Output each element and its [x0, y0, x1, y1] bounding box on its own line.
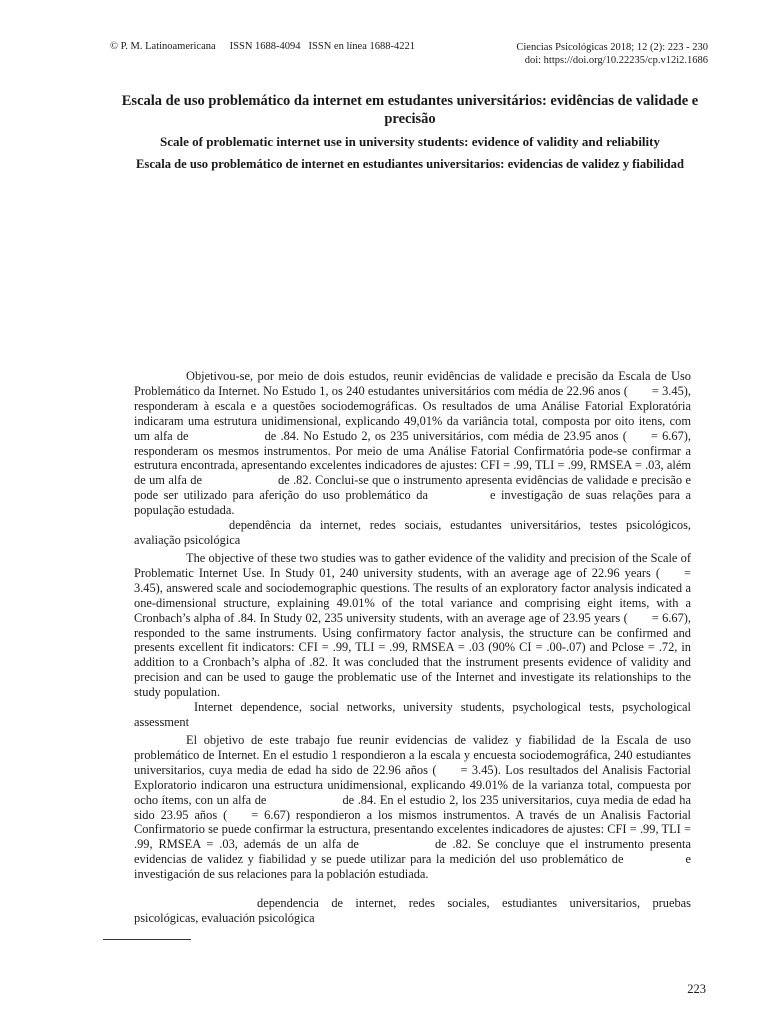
abstract-spanish: El objetivo de este trabajo fue reunir evidencias de validez y fiabilidad de la Escala de uso problemático de Internet. En el estudio 1 respondieron a la escala y encuesta sociodemográfica, 240 estudiantes universitarios, cuya media de edad ha sido de 22.96 años ( = 3.45). Los resultados del Analisis Factorial Exploratorio indicaron una estructura unidimensional, explicando 49.01% de la varianza total, compuesta por ocho ítems, con un alfa de de .84. En el estudio 2, los 235 universitarios, cuya media de edad ha sido 23.95 años ( = 6.67) respondieron a los mismos instrumentos. A través de un Analisis Factorial Confirmatorio se puede confirmar la estructura, presentando excelentes indicadores de ajustes: CFI = .99, TLI = .99, RMSEA = .03, además de un alfa de de .82. Se concluye que el instrumento presenta evidencias de validez y fiabilidad y se puede utilizar para la medición del uso problemático de e investigación de sus relaciones para la población estudiada. [134, 733, 691, 882]
abstract-english: The objective of these two studies was to gather evidence of the validity and precision of the Scale of Problematic Internet Use. In Study 01, 240 university students, with an average age of 22.96 years ( = 3.45), answered scale and sociodemographic questions. The results of an exploratory factor analysis indicated a one-dimensional structure, explaining 49.01% of the total variance and comprising eight items, with a Cronbach’s alpha of .84. In Study 02, 235 university students, with an average age of 23.95 years ( = 6.67), responded to the same instruments. Using confirmatory factor analysis, the structure can be confirmed and presents excellent fit indicators: CFI = .99, TLI = .99, RMSEA = .03 (90% CI = .00-.07) and Pclose = .72, in addition to a Cronbach’s alpha of .82. It was concluded that the instrument presents evidence of validity and precision and can be used to gauge the problematic use of the Internet and investigate its relationships to the study population. [134, 551, 691, 700]
issn-online: ISSN en línea 1688-4221 [308, 41, 415, 52]
keywords-portuguese: dependência da internet, redes sociais, estudantes universitários, testes psicológicos, avaliação psicológica [134, 518, 691, 547]
journal-header-left [110, 41, 415, 52]
keywords-english: Internet dependence, social networks, university students, psychological tests, psychological assessment [134, 700, 691, 729]
keywords-spanish: dependencia de internet, redes sociales, estudiantes universitarios, pruebas psicológicas, evaluación psicológica [134, 896, 691, 925]
journal-header-right [516, 41, 708, 67]
title-english: Scale of problematic internet use in university students: evidence of validity and reliability [159, 134, 660, 149]
citation: Ciencias Psicológicas 2018; 12 (2): 223 - 230 [516, 42, 708, 53]
abstract-portuguese: Objetivou-se, por meio de dois estudos, reunir evidências de validade e precisão da Escala de Uso Problemático da Internet. No Estudo 1, os 240 estudantes universitários com média de 22.96 anos ( = 3.45), responderam à escala e a questões sociodemográficas. Os resultados de uma Análise Fatorial Exploratória indicaram uma estrutura unidimensional, explicando 49,01% da variância total, composta por oito itens, com um alfa de de .84. No Estudo 2, os 235 universitários, com média de 23.95 anos ( = 6.67), responderam os mesmos instrumentos. Por meio de uma Análise Fatorial Confirmatória pode-se confirmar a estrutura encontrada, apresentando excelentes indicadores de ajustes: CFI = .99, TLI = .99, RMSEA = .03, além de um alfa de de .82. Conclui-se que o instrumento apresenta evidências de validade e precisão e pode ser utilizado para aferição do uso problemático da e investigação de suas relações para a população estudada. [134, 369, 692, 518]
footnote-divider [103, 939, 191, 940]
page-number: 223 [687, 982, 706, 996]
issn: ISSN 1688-4094 [229, 41, 301, 52]
doi-link[interactable]: doi: https://doi.org/10.22235/cp.v12i2.1686 [524, 55, 708, 66]
title-portuguese: Escala de uso problemático da internet em estudantes universitários: evidências de validade e precisão [121, 93, 699, 127]
publisher: © P. M. Latinoamericana [110, 41, 216, 52]
title-spanish: Escala de uso problemático de internet en estudiantes universitarios: evidencias de validez y fiabilidad [136, 157, 684, 171]
